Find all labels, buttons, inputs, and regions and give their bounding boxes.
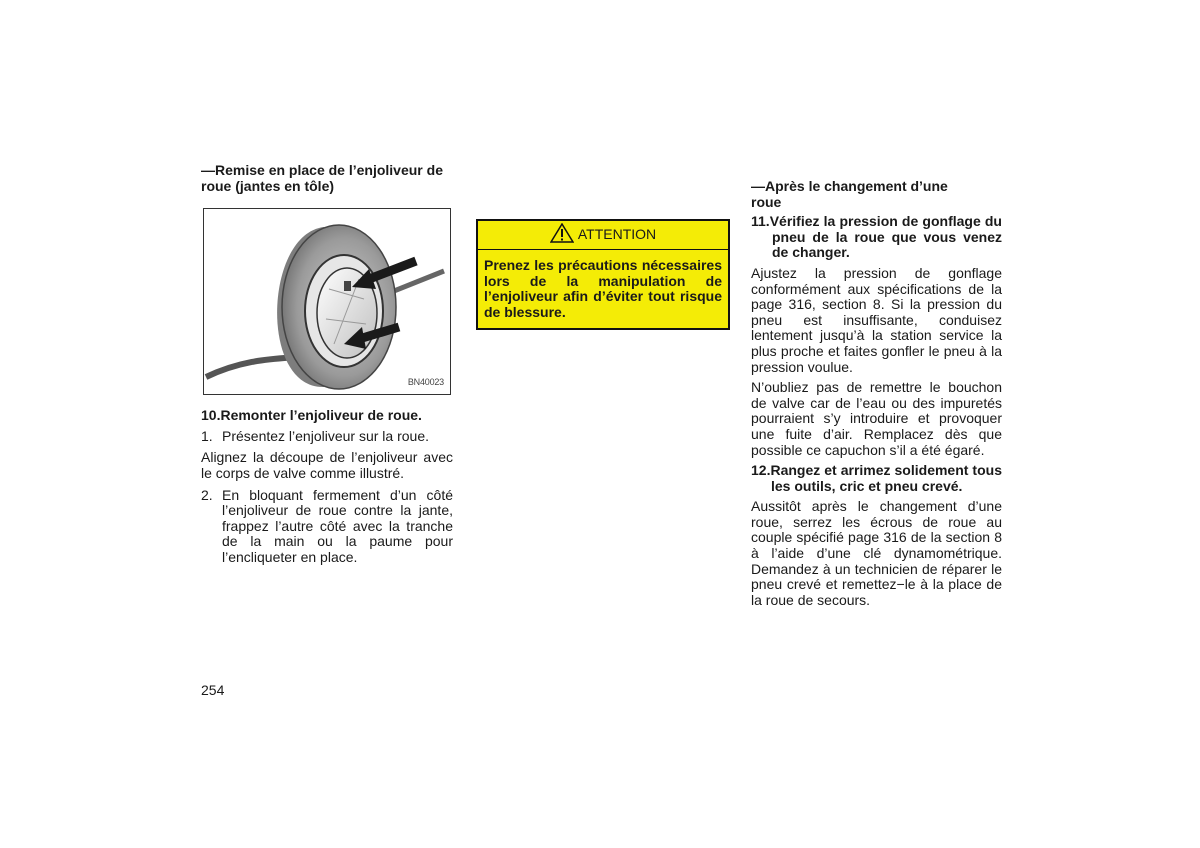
right-column: [751, 179, 1002, 613]
warning-column: [476, 219, 730, 330]
list-item-text: Présentez l’enjoliveur sur la roue.: [222, 427, 429, 444]
list-item: [201, 488, 453, 566]
lug-nut-paragraph: Aussitôt après le changement d’une roue, serrez les écrous de roue au couple spécifié page 316 de la section 8 à l’aide d’une clé dynamométrique. Demandez à un technicien de réparer le pneu crevé et remettez−le à la place de la roue de secours.: [751, 498, 1002, 608]
valve-cap-paragraph: N’oubliez pas de remettre le bouchon de valve car de l’eau ou des impuretés pourraient s’y introduire et provoquer une fuite d’air. Remplacez dès que possible ce capuchon s’il a été égaré.: [751, 379, 1002, 458]
list-item: [201, 429, 453, 445]
subheading-after-change: —Après le changement d’une roue: [751, 178, 948, 210]
warning-text: Prenez les précautions nécessaires lors de la manipulation de l’enjoliveur afin d’éviter tout risque de blessure.: [484, 257, 722, 320]
step-12-heading: 12.Rangez et arrimez solidement tous les outils, cric et pneu crevé.: [751, 462, 1002, 494]
page-number: 254: [201, 682, 225, 698]
warning-title: ATTENTION: [577, 226, 657, 243]
hubcap-illustration: [203, 208, 451, 395]
align-paragraph: Alignez la découpe de l’enjoliveur avec le corps de valve comme illustré.: [201, 449, 453, 481]
figure-code: BN40023: [407, 376, 444, 387]
list-item-text: En bloquant fermement d’un côté l’enjoliveur de roue contre la jante, frappez l’autre côté avec la tranche de la main ou la paume pour l’encliqueter en place.: [222, 486, 453, 565]
step-11-heading: 11.Vérifiez la pression de gonflage du pneu de la roue que vous venez de changer.: [751, 213, 1002, 261]
left-column: [201, 163, 453, 572]
pressure-paragraph: Ajustez la pression de gonflage conformément aux spécifications de la page 316, section 8. Si la pression du pneu est insuffisante, conduisez lentement jusqu’à la station service la plus proche et faites gonfler le pneu à la pression voulue.: [751, 264, 1002, 375]
warning-header: [478, 221, 728, 250]
step-10-heading: 10.Remonter l’enjoliveur de roue.: [201, 407, 422, 424]
list-item-number: 2.: [201, 486, 213, 503]
list-item-number: 1.: [201, 427, 213, 444]
warning-box: [476, 219, 730, 330]
wheel-drawing: [204, 209, 450, 394]
warning-triangle-icon: [550, 223, 574, 247]
subheading-hubcap-reinstall: —Remise en place de l’enjoliveur de roue (jantes en tôle): [201, 162, 443, 194]
